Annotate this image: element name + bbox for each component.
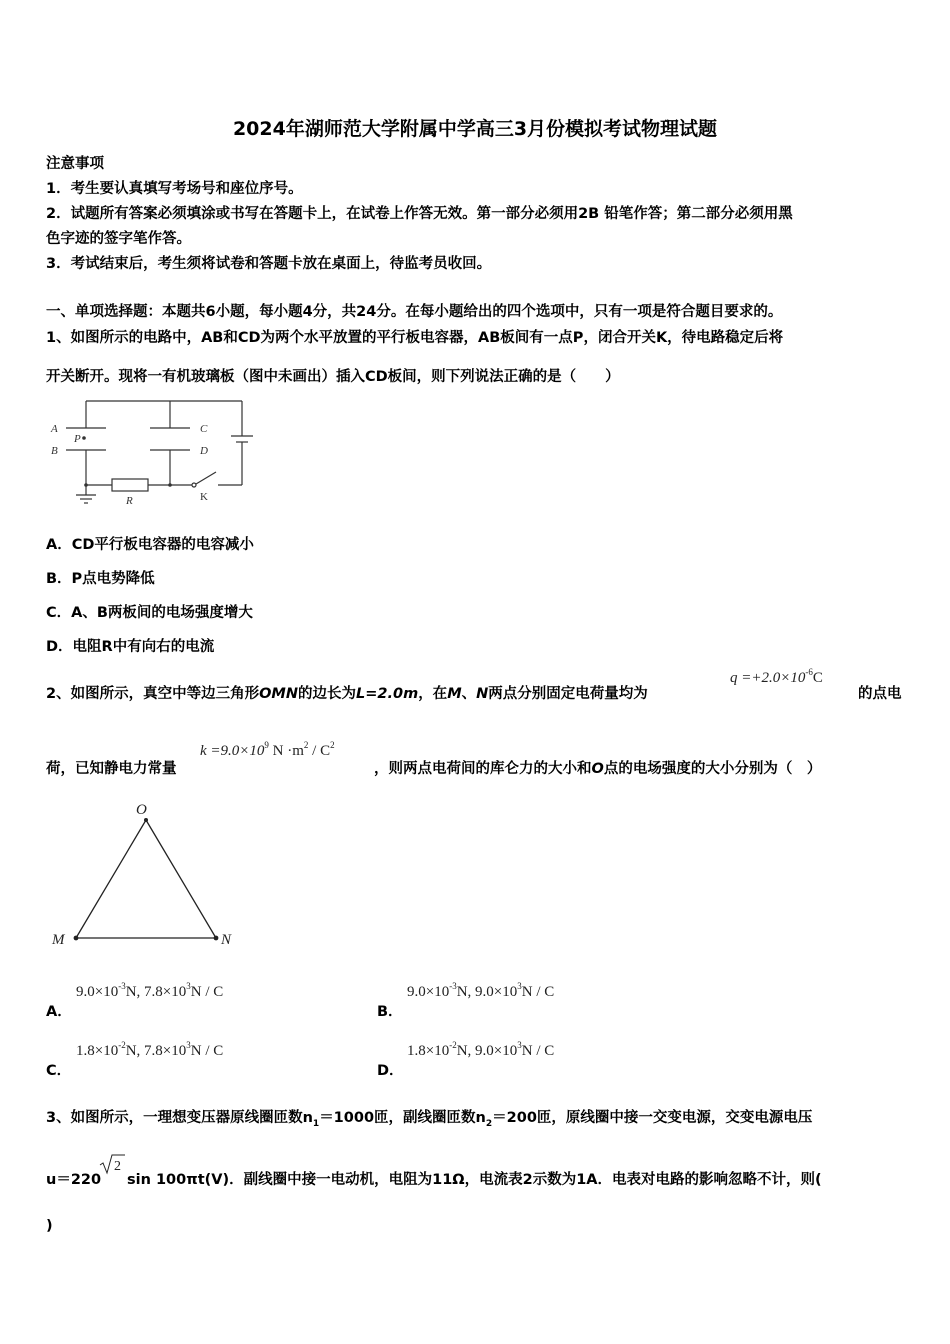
point-p-label: P: [74, 433, 81, 445]
q1-circuit-diagram: [44, 392, 264, 512]
q1-stem-line2: 开关断开。现将一有机玻璃板（图中未画出）插入CD板间，则下列说法正确的是（ ）: [46, 369, 620, 385]
q3-stem-line3: ): [46, 1218, 53, 1234]
plate-b-label: B: [51, 445, 58, 457]
q2-stem-line1-end: 的点电: [858, 686, 902, 702]
notice-item: 2．试题所有答案必须填涂或书写在答题卡上，在试卷上作答无效。第一部分必须用2B 铅笔作答；第二部分必须用黑: [46, 206, 793, 222]
q3-voltage-prefix: u＝220: [46, 1172, 102, 1188]
plate-c-label: C: [200, 423, 208, 435]
sqrt-symbol: [98, 1152, 126, 1176]
plate-d-label: D: [200, 445, 208, 457]
section-heading: 一、单项选择题：本题共6小题，每小题4分，共24分。在每小题给出的四个选项中，只有一项是符合题目要求的。: [46, 304, 783, 320]
vertex-m-label: M: [52, 932, 65, 948]
notice-item: 1．考生要认真填写考场号和座位序号。: [46, 181, 303, 197]
vertex-o-label: O: [136, 802, 147, 818]
q2-stem-line2-end: ，则两点电荷间的库仑力的大小和O点的电场强度的大小分别为（ ）: [374, 761, 822, 777]
q1-option-a[interactable]: A．CD平行板电容器的电容减小: [46, 537, 254, 553]
notice-item: 3．考试结束后，考生须将试卷和答题卡放在桌面上，待监考员收回。: [46, 256, 492, 272]
page-title: 2024年湖师范大学附属中学高三3月份模拟考试物理试题: [232, 118, 718, 140]
notice-heading: 注意事项: [46, 156, 104, 172]
point-p-marker: [82, 436, 86, 440]
q2-triangle-diagram: [44, 796, 244, 952]
q2-stem-line1: 2、如图所示，真空中等边三角形OMN的边长为L=2.0m，在M、N两点分别固定电荷量均为: [46, 686, 648, 702]
sqrt-radicand: 2: [114, 1159, 121, 1174]
notice-item: 色字迹的签字笔作答。: [46, 231, 191, 247]
point-n-marker: [214, 936, 219, 941]
q3-stem-line1: 3、如图所示，一理想变压器原线圈匝数$n_1=1000$匝，副线圈匝数$n_2=200$匝，原线圈中接一交变电源，交变电源电压: [46, 1110, 813, 1129]
q1-option-d[interactable]: D．电阻R中有向右的电流: [46, 639, 215, 655]
switch-k-label: K: [200, 491, 208, 503]
q2-k-formula: $k =9.0\times 10^9$ $N \cdot m^2 / C^2$: [200, 740, 335, 759]
q2-charge-formula: $q =+2.0\times 10^{-6}C$: [730, 667, 823, 686]
q1-option-b[interactable]: B．P点电势降低: [46, 571, 155, 587]
q1-stem-line1: 1、如图所示的电路中，AB和CD为两个水平放置的平行板电容器，AB板间有一点P，闭合开关K，待电路稳定后将: [46, 330, 784, 346]
q3-stem-line2: sin 100πt(V)．副线圈中接一电动机，电阻为11Ω，电流表2示数为1A．电表对电路的影响忽略不计，则(: [127, 1172, 822, 1188]
resistor-r-label: R: [126, 495, 133, 507]
point-m-marker: [74, 936, 79, 941]
q1-option-c[interactable]: C．A、B两板间的电场强度增大: [46, 605, 253, 621]
vertex-n-label: N: [221, 932, 232, 948]
q2-stem-line2-start: 荷，已知静电力常量: [46, 761, 177, 777]
plate-a-label: A: [51, 423, 58, 435]
